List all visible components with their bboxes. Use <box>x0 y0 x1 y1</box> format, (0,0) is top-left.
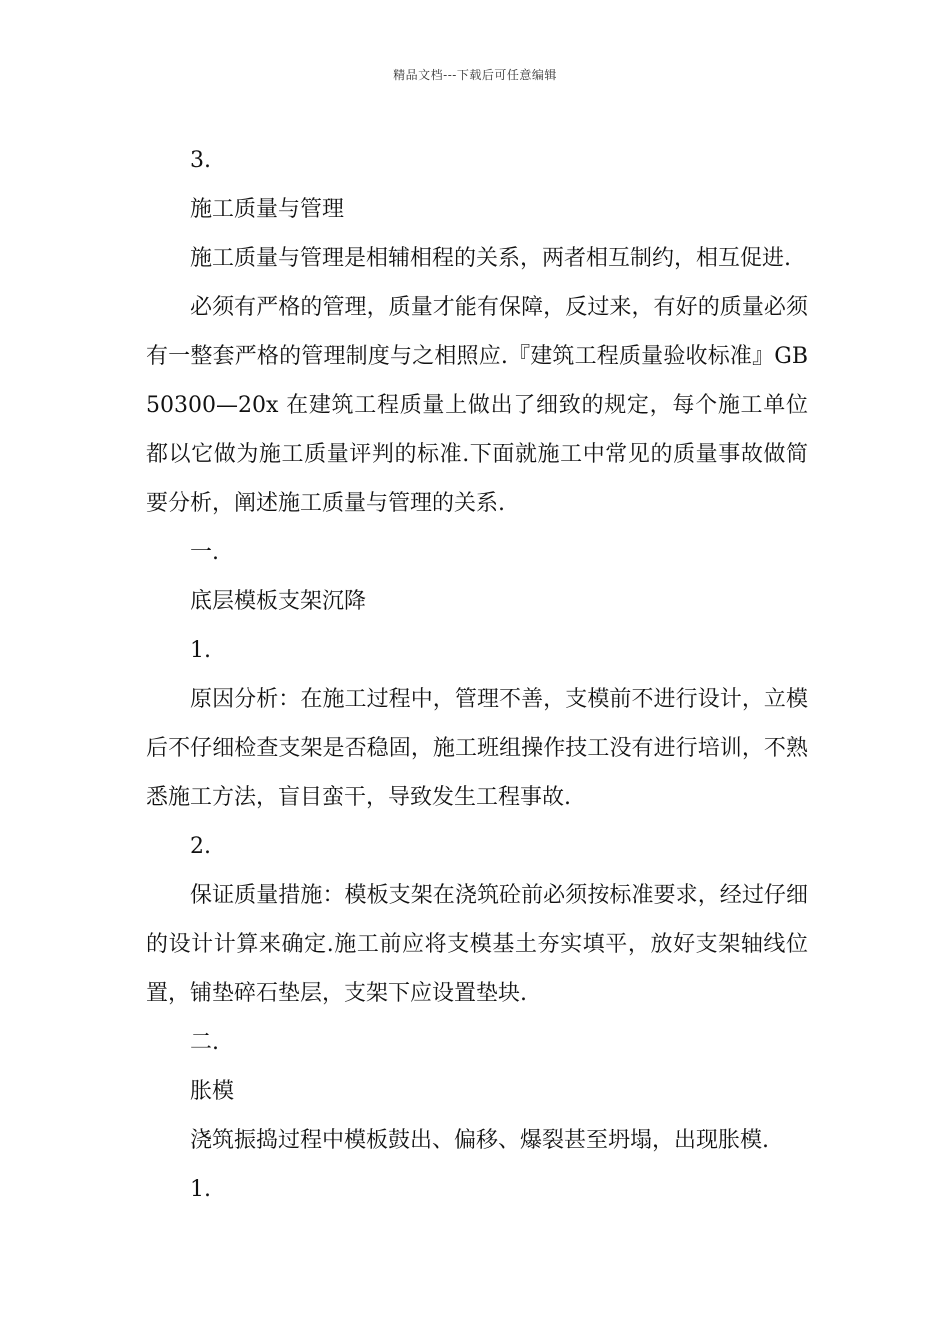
section-title: 胀模 <box>190 1079 235 1104</box>
paragraph: 浇筑振捣过程中模板鼓出、偏移、爆裂甚至坍塌，出现胀模. <box>190 1128 769 1153</box>
document-body <box>146 136 808 1214</box>
page-header: 精品文档---下载后可任意编辑 <box>393 68 557 82</box>
section-title: 底层模板支架沉降 <box>190 589 367 614</box>
section-number: 二. <box>190 1030 219 1055</box>
section-title: 施工质量与管理 <box>190 197 345 222</box>
item-number: 2. <box>190 834 211 859</box>
paragraph: 原因分析：在施工过程中，管理不善，支模前不进行设计，立模后不仔细检查支架是否稳固，施工班组操作技工没有进行培训，不熟悉施工方法，盲目蛮干，导致发生工程事故. <box>146 687 808 810</box>
section-number: 3. <box>190 148 211 173</box>
paragraph: 必须有严格的管理，质量才能有保障，反过来，有好的质量必须有一整套严格的管理制度与之相照应.『建筑工程质量验收标准』GB50300—20x 在建筑工程质量上做出了细致的规定，每个施工单位都以它做为施工质量评判的标准.下面就施工中常见的质量事故做简要分析，阐述施工质量与管理的关系. <box>146 295 808 516</box>
item-number: 1. <box>190 638 211 663</box>
paragraph: 施工质量与管理是相辅相程的关系，两者相互制约，相互促进. <box>190 246 791 271</box>
item-number: 1. <box>190 1177 211 1202</box>
paragraph: 保证质量措施：模板支架在浇筑砼前必须按标准要求，经过仔细的设计计算来确定.施工前应将支模基土夯实填平，放好支架轴线位置，铺垫碎石垫层，支架下应设置垫块. <box>146 883 808 1006</box>
section-number: 一. <box>190 540 219 565</box>
